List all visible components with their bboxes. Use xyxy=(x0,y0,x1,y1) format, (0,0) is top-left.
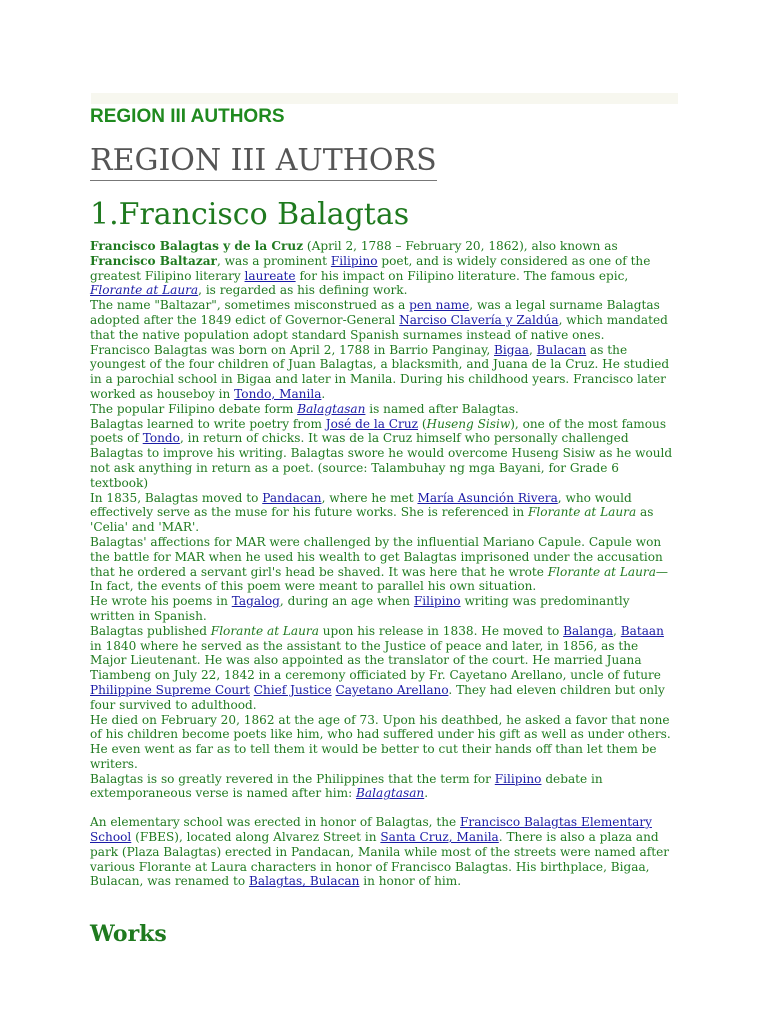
link-bataan[interactable]: Bataan xyxy=(620,623,664,638)
text: . xyxy=(424,786,429,801)
text: Balagtas published xyxy=(90,623,211,638)
link-maria-asuncion-rivera[interactable]: María Asunción Rivera xyxy=(417,490,558,505)
alias-bold: Francisco Baltazar xyxy=(90,253,217,268)
paragraph-school xyxy=(90,815,678,889)
text: , where he met xyxy=(321,490,418,505)
italic-text: Florante at Laura xyxy=(547,564,656,579)
article-body xyxy=(90,239,678,889)
text: . xyxy=(321,386,326,401)
italic-text: Florante at Laura xyxy=(210,623,319,638)
text: debate in extemporaneous verse is named after him: xyxy=(90,771,603,801)
text: , xyxy=(613,623,621,638)
link-santa-cruz-manila[interactable]: Santa Cruz, Manila xyxy=(380,830,499,845)
link-pen-name[interactable]: pen name xyxy=(409,298,470,313)
link-bulacan[interactable]: Bulacan xyxy=(536,342,587,357)
text: Balagtas learned to write poetry from xyxy=(90,416,326,431)
text: in honor of him. xyxy=(359,874,462,889)
text: as the youngest of the four children of Juan Balagtas, a blacksmith, and Juana de la Cruz. He studied in a parochial school in Bigaa and later in Manila. During his childhood years. Francisco later worked as houseboy in xyxy=(90,342,670,401)
text: Francisco Balagtas was born on April 2, 1788 in Barrio Panginay, xyxy=(90,342,495,357)
text: . They had eleven children but only four survived to adulthood. xyxy=(90,682,665,712)
italic-text: Florante at Laura xyxy=(528,505,637,520)
text: , in return of chicks. It was de la Cruz himself who personally challenged Balagtas to improve his writing. Balagtas swore he would overcome Huseng Sisiw as he would not ask anything in return as a poet. (source: Talambuhay ng mga Bayani, for Grade 6 textbook) xyxy=(90,431,673,490)
text: , is regarded as his defining work. xyxy=(198,283,408,298)
document-page xyxy=(90,104,678,949)
link-florante-at-laura[interactable]: Florante at Laura xyxy=(90,283,199,298)
link-narciso-claveria[interactable]: Narciso Clavería y Zaldúa xyxy=(399,312,559,327)
text: —In fact, the events of this poem were meant to parallel his own situation. xyxy=(90,564,668,594)
paragraph-birth xyxy=(90,343,678,402)
text: ), one of the most famous poets of xyxy=(90,416,667,446)
text: (April 2, 1788 – February 20, 1862), also known as xyxy=(303,239,618,253)
region-title-large: REGION III AUTHORS xyxy=(90,144,437,181)
paragraph-balagtasan xyxy=(90,402,678,417)
text: writing was predominantly written in Spanish. xyxy=(90,594,630,623)
text: , during an age when xyxy=(279,594,414,609)
link-laureate[interactable]: laureate xyxy=(244,268,296,283)
text: In 1835, Balagtas moved to xyxy=(90,490,263,505)
text: . There is also a plaza and park (Plaza Balagtas) erected in Pandacan, Manila while most of the streets were named after various Florante at Laura characters in honor of Francisco Balagtas. His birthplace, Bigaa, Bulacan, was renamed to xyxy=(90,830,670,889)
link-balagtasan[interactable]: Balagtasan xyxy=(356,786,425,801)
paragraph-intro xyxy=(90,239,678,298)
link-cayetano-arellano[interactable]: Cayetano Arellano xyxy=(335,682,449,697)
text: , who would effectively serve as the muse for his future works. She is referenced in xyxy=(90,490,632,520)
text: Balagtas is so greatly revered in the Philippines that the term for xyxy=(90,771,495,786)
text: poet, and is widely considered as one of the greatest Filipino literary xyxy=(90,253,651,283)
text: for his impact on Filipino literature. The famous epic, xyxy=(295,268,629,283)
link-francisco-balagtas-elementary-school[interactable]: Francisco Balagtas Elementary School xyxy=(90,815,652,845)
paragraph-published xyxy=(90,624,678,713)
italic-text: Huseng Sisiw xyxy=(426,416,511,431)
text: The popular Filipino debate form xyxy=(90,401,298,416)
text: Balagtas' affections for MAR were challenged by the influential Mariano Capule. Capule won the battle for MAR when he used his wealth to get Balagtas imprisoned under the accusation that he ordered a servant girl's head be shaved. It was here that he wrote xyxy=(90,534,663,579)
text: An elementary school was erected in honor of Balagtas, the xyxy=(90,815,461,830)
paragraph-name xyxy=(90,298,678,342)
link-tondo-manila[interactable]: Tondo, Manila xyxy=(234,386,322,401)
region-title-small: REGION III AUTHORS xyxy=(90,106,285,127)
text: He wrote his poems in xyxy=(90,594,232,609)
text: upon his release in 1838. He moved to xyxy=(318,623,564,638)
link-tondo[interactable]: Tondo xyxy=(142,431,180,446)
link-balanga[interactable]: Balanga xyxy=(563,623,614,638)
top-strip xyxy=(91,93,678,104)
text: is named after Balagtas. xyxy=(365,401,519,416)
paragraph-revered xyxy=(90,772,678,802)
paragraph-pandacan xyxy=(90,491,678,535)
link-filipino[interactable]: Filipino xyxy=(494,771,542,786)
text: The name "Baltazar", sometimes misconstrued as a xyxy=(90,298,410,313)
link-bigaa[interactable]: Bigaa xyxy=(494,342,529,357)
link-filipino[interactable]: Filipino xyxy=(413,594,461,609)
link-balagtas-bulacan[interactable]: Balagtas, Bulacan xyxy=(248,874,360,889)
works-heading: Works xyxy=(90,921,167,948)
text: , xyxy=(528,342,537,357)
paragraph-tagalog xyxy=(90,594,678,624)
link-balagtasan[interactable]: Balagtasan xyxy=(297,401,366,416)
text: ( xyxy=(417,416,427,431)
paragraph-capule xyxy=(90,535,678,594)
link-pandacan[interactable]: Pandacan xyxy=(262,490,322,505)
link-philippine-supreme-court[interactable]: Philippine Supreme Court xyxy=(90,682,250,697)
link-chief-justice[interactable]: Chief Justice xyxy=(253,682,332,697)
text: He died on February 20, 1862 at the age of 73. Upon his deathbed, he asked a favor that none of his children become poets like him, who had suffered under his gift as well as under others. He even went as far as to tell them it would be better to cut their hands off than let them be writers. xyxy=(90,712,671,771)
text: (FBES), located along Alvarez Street in xyxy=(131,830,381,845)
link-tagalog[interactable]: Tagalog xyxy=(231,594,280,609)
text: in 1840 where he served as the assistant to the Justice of peace and later, in 1856, as the Major Lieutenant. He was also appointed as the translator of the court. He married Juana Tiambeng on July 22, 1842 in a ceremony officiated by Fr. Cayetano Arellano, uncle of future xyxy=(90,638,661,683)
text: , which mandated that the native population adopt standard Spanish surnames instead of native ones. xyxy=(90,312,668,342)
paragraph-poetry xyxy=(90,417,678,491)
text: , was a legal surname Balagtas adopted after the 1849 edict of Governor-General xyxy=(90,298,660,327)
link-filipino[interactable]: Filipino xyxy=(330,253,378,268)
name-bold: Francisco Balagtas y de la Cruz xyxy=(90,239,304,253)
link-jose-de-la-cruz[interactable]: José de la Cruz xyxy=(325,416,418,431)
paragraph-death xyxy=(90,713,678,772)
text: , was a prominent xyxy=(216,253,331,268)
text: as 'Celia' and 'MAR'. xyxy=(90,505,654,535)
article-title: 1.Francisco Balagtas xyxy=(90,197,410,232)
